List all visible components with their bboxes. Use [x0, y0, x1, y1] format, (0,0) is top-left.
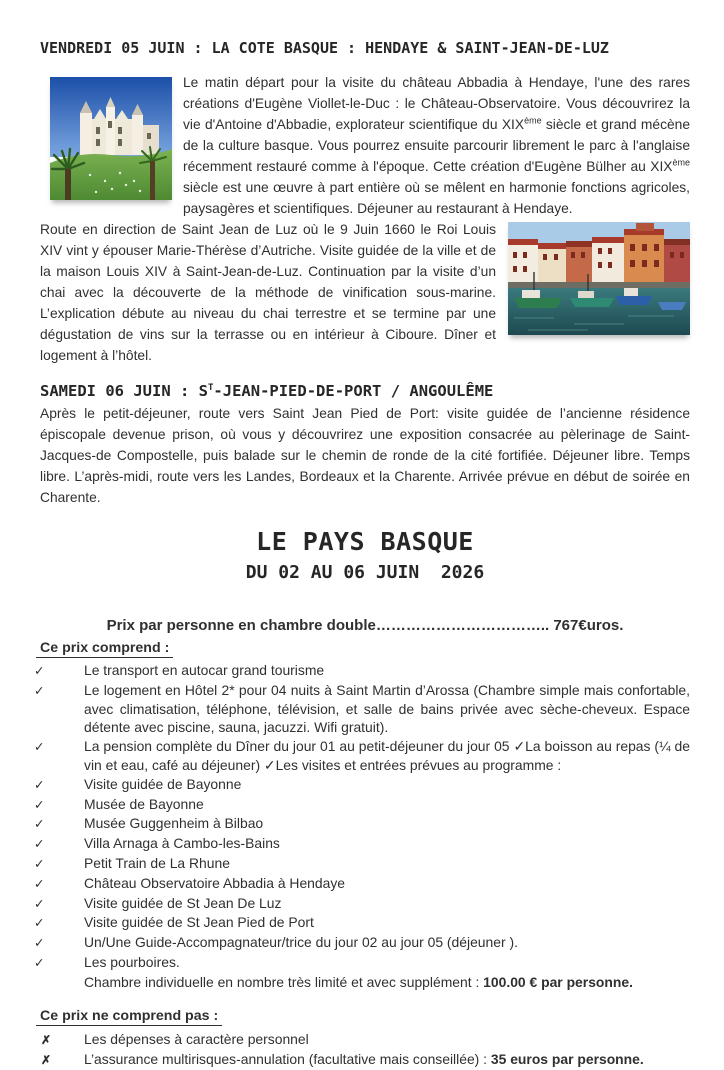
- superscript-eme: ème: [672, 157, 690, 168]
- list-item: [34, 933, 690, 953]
- day1-paragraph-1b: siècle et grand mécène de la culture basque. Vous pourrez ensuite parcourir librement le parc à l'anglaise récemment restauré comme à l'époque. Cette création d'Eugène Bülher au XIX: [183, 117, 690, 174]
- day2-heading-text: SAMEDI 06 JUIN : S: [40, 382, 208, 400]
- list-item-text: Visite guidée de Bayonne: [84, 775, 242, 792]
- list-item: [34, 913, 690, 933]
- supplement-text: Chambre individuelle en nombre très limité et avec supplément :: [84, 973, 484, 990]
- superscript-eme: ème: [524, 115, 542, 126]
- includes-label-text: Ce prix comprend :: [36, 640, 173, 658]
- trip-title: LE PAYS BASQUE: [256, 527, 474, 556]
- check-icon: ✓: [34, 936, 45, 951]
- check-icon: ✓: [34, 777, 45, 792]
- list-item: [34, 953, 690, 973]
- includes-list: [34, 661, 690, 992]
- list-item-text: Visite guidée de St Jean Pied de Port: [84, 914, 314, 931]
- check-icon: ✓: [34, 916, 45, 931]
- list-item: [34, 854, 690, 874]
- check-icon: ✓: [34, 664, 45, 678]
- single-supplement-note: [34, 973, 690, 992]
- list-item: [34, 834, 690, 854]
- empty-marker: [34, 973, 84, 992]
- check-icon: ✓: [34, 740, 45, 755]
- list-item: [34, 874, 690, 894]
- day1-paragraph-2: Route en direction de Saint Jean de Luz où le 9 Juin 1660 le Roi Louis XIV vint y épouser Marie-Thérèse d’Autriche. Visite guidée de la ville et de la maison Louis XIV à Saint-Jean-de-Luz. Continuation par la visite d’un chai avec la découverte de la méthode de vinification sous-marine. L’explication débute au niveau du chai terrestre et se termine par une dégustation de vins sur la terrasse ou en intérieur à Ciboure. Dîner et logement à l’hôtel.: [40, 222, 496, 363]
- check-icon: ✓: [34, 837, 45, 852]
- check-icon: ✓: [34, 876, 45, 891]
- day1-paragraph-1: Le matin départ pour la visite du château Abbadia à Hendaye, l'une des rares créations d'Eugène Viollet-le-Duc : le Château-Observatoire. Vous découvrirez la vie d'Antoine d'Abbadie, explorateur scientifique du XIX: [183, 75, 690, 132]
- list-item: [34, 775, 690, 795]
- excludes-list: [40, 1030, 690, 1070]
- exclude-text: L’assurance multirisques-annulation (facultative mais conseillée) :: [84, 1050, 491, 1067]
- list-item: [34, 737, 690, 775]
- list-item-text: Un/Une Guide-Accompagnateur/trice du jour 02 au jour 05 (déjeuner ).: [84, 934, 518, 951]
- day2-heading: [40, 381, 690, 401]
- exclude-bold: 35 euros par personne.: [490, 1050, 644, 1067]
- list-item: [34, 795, 690, 815]
- list-item: [34, 814, 690, 834]
- check-icon: ✓: [34, 856, 45, 871]
- saint-jean-de-luz-harbor-photo: [508, 222, 690, 335]
- check-icon: ✓: [34, 683, 45, 698]
- cross-icon: ✗: [41, 1032, 52, 1047]
- day2-paragraph: Après le petit-déjeuner, route vers Saint Jean Pied de Port: visite guidée de l’ancienne résidence épiscopale devenue prison, où vous y découvrirez une exposition consacrée au pèlerinage de Saint-Jacques-de Compostelle, puis balade sur le chemin de ronde de la cité fortifiée. Déjeuner libre. Temps libre. L’après-midi, route vers les Landes, Bordeaux et la Charente. Arrivée prévue en début de soirée en Charente.: [40, 406, 690, 505]
- list-item-text: Les pourboires.: [84, 953, 180, 970]
- superscript-t: T: [207, 382, 214, 393]
- cross-icon: ✗: [41, 1052, 52, 1067]
- exclude-text: Les dépenses à caractère personnel: [84, 1030, 309, 1047]
- check-icon: ✓: [34, 896, 45, 911]
- list-item-text: Château Observatoire Abbadia à Hendaye: [84, 874, 346, 891]
- list-item: [34, 1050, 690, 1070]
- supplement-price: 100.00 € par personne.: [483, 973, 633, 990]
- list-item: [34, 661, 690, 681]
- list-item-text: Le transport en autocar grand tourisme: [84, 662, 325, 678]
- list-item-text: La pension complète du Dîner du jour 01 au petit-déjeuner du jour 05 ✓La boisson au repas (¼ de vin et eau, café au déjeuner) ✓Les visites et entrées prévues au programme :: [84, 738, 690, 773]
- check-icon: ✓: [34, 955, 45, 970]
- day1-body: [40, 72, 690, 366]
- day1-heading: VENDREDI 05 JUIN : LA COTE BASQUE : HENDAYE & SAINT-JEAN-DE-LUZ: [40, 39, 609, 57]
- day2-heading-text-2: -JEAN-PIED-DE-PORT / ANGOULÊME: [213, 382, 494, 400]
- list-item-text: Petit Train de La Rhune: [84, 854, 230, 871]
- list-item: [34, 894, 690, 914]
- single-supplement-text: [84, 973, 690, 992]
- list-item: [34, 1030, 690, 1050]
- trip-dates: DU 02 AU 06 JUIN 2026: [245, 562, 485, 583]
- list-item-text: [84, 1030, 690, 1050]
- day1-paragraph-1c: siècle est une œuvre à part entière où se mêlent en harmonie fonctions agricoles, paysagères et scientifiques. Déjeuner au restaurant à Hendaye.: [183, 180, 690, 216]
- list-item-text: Musée Guggenheim à Bilbao: [84, 815, 264, 832]
- list-item-text: Visite guidée de St Jean De Luz: [84, 894, 282, 911]
- list-item-text: [84, 1050, 690, 1070]
- list-item-text: Le logement en Hôtel 2* pour 04 nuits à Saint Martin d’Arossa (Chambre simple mais confortable, avec climatisation, téléphone, télévision, et salle de bains privée avec sèche-cheveux. Espace détente avec piscine, sauna, jacuzzi. Wifi gratuit).: [84, 681, 690, 736]
- list-item: [34, 681, 690, 737]
- includes-section-label: [36, 639, 690, 658]
- excludes-label-text: Ce prix ne comprend pas :: [36, 1008, 222, 1026]
- price-line: Prix par personne en chambre double…………………………….. 767€uros.: [106, 617, 624, 634]
- list-item-text: Villa Arnaga à Cambo-les-Bains: [84, 835, 280, 852]
- excludes-section-label: [36, 1007, 690, 1026]
- check-icon: ✓: [34, 797, 45, 812]
- chateau-abbadia-photo: [50, 77, 172, 200]
- check-icon: ✓: [34, 817, 45, 832]
- list-item-text: Musée de Bayonne: [84, 795, 204, 812]
